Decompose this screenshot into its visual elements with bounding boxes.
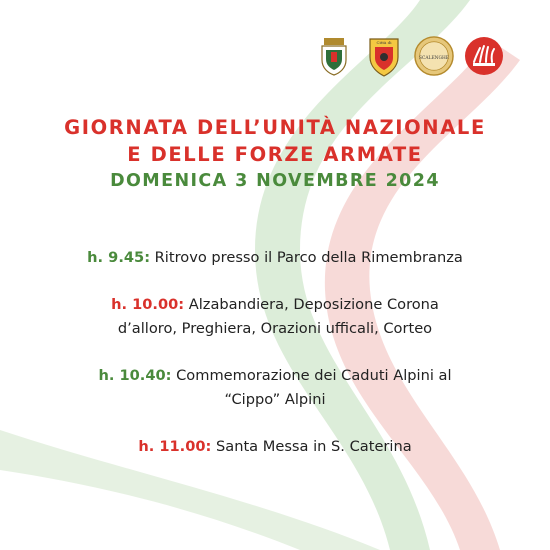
logo-row (314, 34, 504, 78)
schedule-time: h. 9.45: (87, 249, 151, 266)
schedule-time: h. 10.00: (111, 296, 185, 313)
schedule-text: Ritrovo presso il Parco della Rimembranza (154, 249, 463, 266)
gold-seal-icon (414, 35, 454, 77)
schedule-time: h. 10.40: (98, 367, 172, 384)
schedule-item (0, 293, 550, 341)
event-date: DOMENICA 3 NOVEMBRE 2024 (110, 171, 440, 191)
logo-red-hands (464, 34, 504, 78)
logo-city-emblem (364, 34, 404, 78)
schedule-text: Santa Messa in S. Caterina (215, 438, 412, 455)
red-hands-icon (464, 36, 504, 76)
schedule-text: Commemorazione dei Caduti Alpini al (176, 367, 452, 384)
schedule-text-continued: “Cippo” Alpini (224, 391, 326, 408)
schedule-text-continued: d’alloro, Preghiera, Orazioni ufficali, Corteo (117, 320, 433, 337)
program-schedule (0, 246, 550, 482)
event-title-line-1: GIORNATA DELL’UNITÀ NAZIONALE (64, 116, 486, 139)
schedule-item (0, 364, 550, 412)
logo-coat-of-arms (314, 34, 354, 78)
schedule-time: h. 11.00: (138, 438, 212, 455)
schedule-item (0, 435, 550, 459)
city-emblem-text: Città di (376, 40, 392, 45)
schedule-text: Alzabandiera, Deposizione Corona (188, 296, 439, 313)
logo-gold-seal (414, 34, 454, 78)
title-block (0, 114, 550, 194)
event-title-line-2: E DELLE FORZE ARMATE (127, 143, 423, 166)
coat-of-arms-icon (318, 36, 350, 76)
city-emblem-icon (366, 35, 402, 77)
schedule-item (0, 246, 550, 270)
gold-seal-text: SCALENGHE (419, 55, 449, 61)
